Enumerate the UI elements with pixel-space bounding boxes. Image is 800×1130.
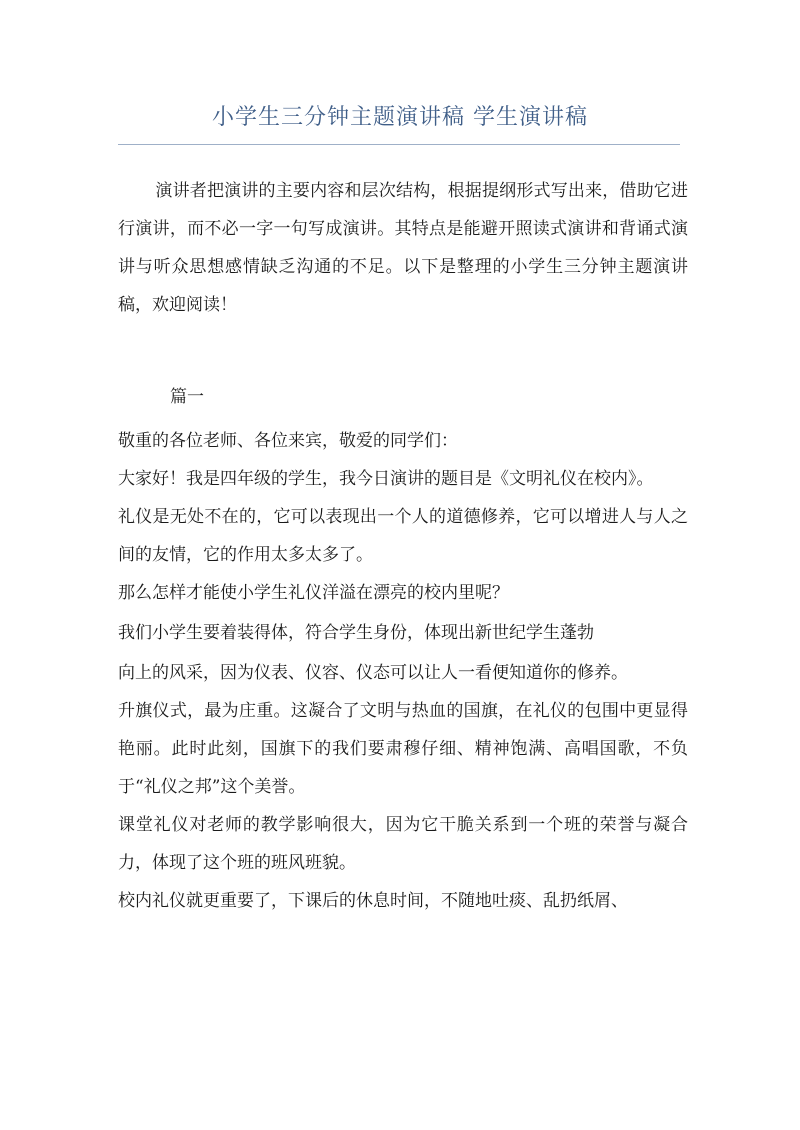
title-underline [118,144,680,145]
paragraph-flag: 升旗仪式，最为庄重。这凝合了文明与热血的国旗，在礼仪的包围中更显得艳丽。此时此刻，国旗下的我们要肃穆仔细、精神饱满、高唱国歌，不负于“礼仪之邦”这个美誉。 [118,701,688,797]
paragraph-question: 那么怎样才能使小学生礼仪洋溢在漂亮的校内里呢？ [118,583,509,603]
paragraph-dress: 我们小学生要着装得体，符合学生身份，体现出新世纪学生蓬勃 [118,623,594,643]
speech-body [118,422,688,920]
intro-paragraph: 演讲者把演讲的主要内容和层次结构，根据提纲形式写出来，借助它进行演讲，而不必一字一句写成演讲。其特点是能避开照读式演讲和背诵式演讲与听众思想感情缺乏沟通的不足。以下是整理的小学生三分钟主题演讲稿，欢迎阅读！ [118,181,688,315]
paragraph-greeting: 敬重的各位老师、各位来宾，敬爱的同学们： [118,431,458,451]
section-label: 篇一 [170,387,204,407]
paragraph-etiquette: 礼仪是无处不在的，它可以表现出一个人的道德修养，它可以增进人与人之间的友情，它的作用太多太多了。 [118,507,688,565]
document-title: 小学生三分钟主题演讲稿 学生演讲稿 [212,105,588,130]
paragraph-classroom: 课堂礼仪对老师的教学影响很大，因为它干脆关系到一个班的荣誉与凝合力，体现了这个班的班风班貌。 [118,815,688,873]
paragraph-intro: 大家好！我是四年级的学生，我今日演讲的题目是《文明礼仪在校内》。 [118,469,654,489]
paragraph-dress-cont: 向上的风采，因为仪表、仪容、仪态可以让人一看便知道你的修养。 [118,663,628,683]
paragraph-campus: 校内礼仪就更重要了，下课后的休息时间，不随地吐痰、乱扔纸屑、 [118,891,628,911]
intro-section [118,172,688,324]
